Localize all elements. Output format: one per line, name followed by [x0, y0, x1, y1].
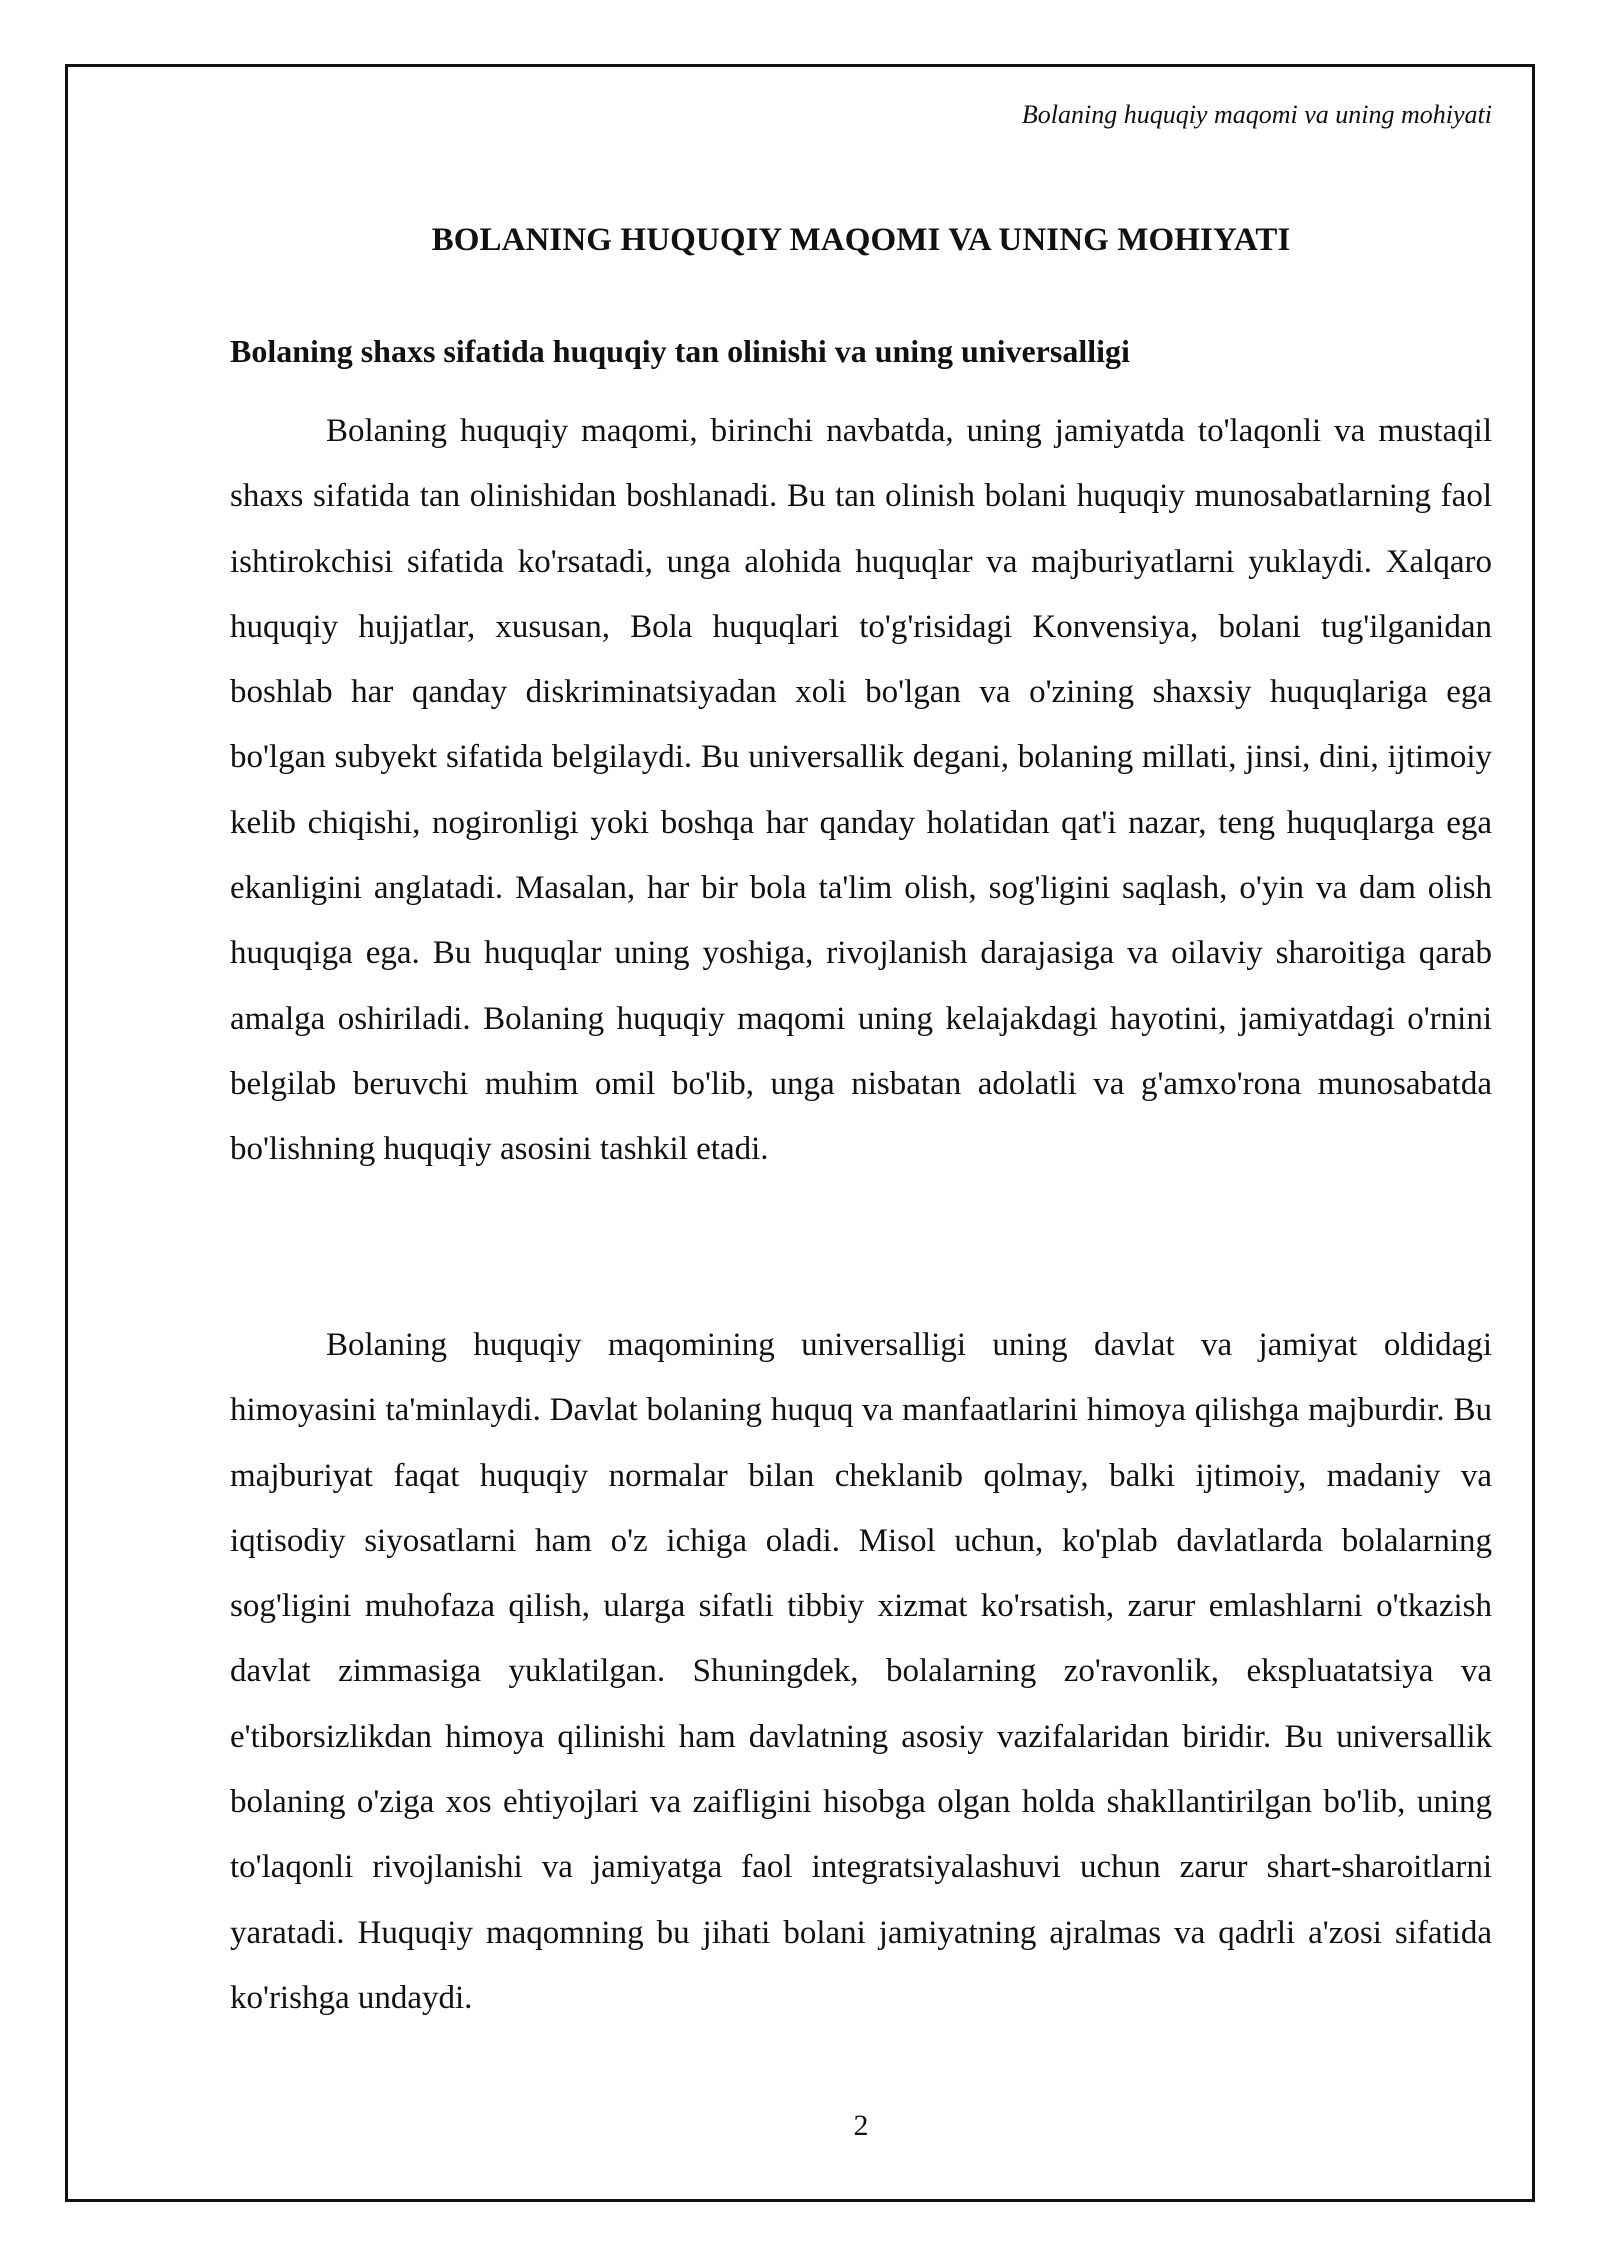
section-heading: Bolaning shaxs sifatida huquqiy tan olinishi va uning universalligi [230, 333, 1130, 369]
running-header: Bolaning huquqiy maqomi va uning mohiyati [1021, 100, 1492, 129]
document-title: BOLANING HUQUQIY MAQOMI VA UNING MOHIYATI [431, 222, 1291, 258]
paragraph: Bolaning huquqiy maqomining universalligi uning davlat va jamiyat oldidagi himoyasini ta'minlaydi. Davlat bolaning huquq va manfaatlarini himoya qilishga majburdir. Bu majburiyat faqat huquqiy normalar bilan cheklanib qolmay, balki ijtimoiy, madaniy va iqtisodiy siyosatlarni ham o'z ichiga oladi. Misol uchun, ko'plab davlatlarda bolalarning sog'ligini muhofaza qilish, ularga sifatli tibbiy xizmat ko'rsatish, zarur emlashlarni o'tkazish davlat zimmasiga yuklatilgan. Shuningdek, bolalarning zo'ravonlik, ekspluatatsiya va e'tiborsizlikdan himoya qilinishi ham davlatning asosiy vazifalaridan biridir. Bu universallik bolaning o'ziga xos ehtiyojlari va zaifligini hisobga olgan holda shakllantirilgan bo'lib, uning to'laqonli rivojlanishi va jamiyatga faol integratsiyalashuvi uchun zarur shart-sharoitlarni yaratadi. Huquqiy maqomning bu jihati bolani jamiyatning ajralmas va qadrli a'zosi sifatida ko'rishga undaydi. [230, 1327, 1492, 2016]
page-number: 2 [853, 2109, 869, 2142]
paragraph: Bolaning huquqiy maqomi, birinchi navbatda, uning jamiyatda to'laqonli va mustaqil shaxs sifatida tan olinishidan boshlanadi. Bu tan olinish bolani huquqiy munosabatlarning faol ishtirokchisi sifatida ko'rsatadi, unga alohida huquqlar va majburiyatlarni yuklaydi. Xalqaro huquqiy hujjatlar, xususan, Bola huquqlari to'g'risidagi Konvensiya, bolani tug'ilganidan boshlab har qanday diskriminatsiyadan xoli bo'lgan va o'zining shaxsiy huquqlariga ega bo'lgan subyekt sifatida belgilaydi. Bu universallik degani, bolaning millati, jinsi, dini, ijtimoiy kelib chiqishi, nogironligi yoki boshqa har qanday holatidan qat'i nazar, teng huquqlarga ega ekanligini anglatadi. Masalan, har bir bola ta'lim olish, sog'ligini saqlash, o'yin va dam olish huquqiga ega. Bu huquqlar uning yoshiga, rivojlanish darajasiga va oilaviy sharoitiga qarab amalga oshiriladi. Bolaning huquqiy maqomi uning kelajakdagi hayotini, jamiyatdagi o'rnini belgilab beruvchi muhim omil bo'lib, unga nisbatan adolatli va g'amxo'rona munosabatda bo'lishning huquqiy asosini tashkil etadi. [230, 413, 1492, 1168]
